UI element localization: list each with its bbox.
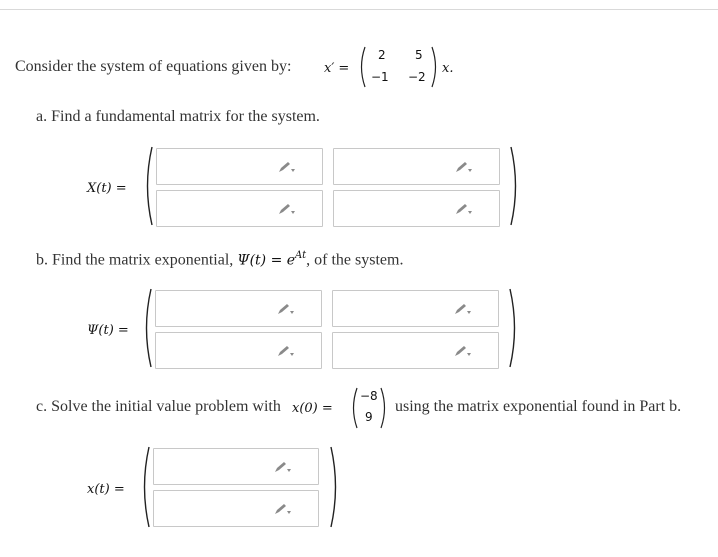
pencil-icon[interactable] (274, 503, 292, 515)
part-a-label: X(t) = (87, 181, 127, 196)
part-b-left-paren (141, 288, 153, 368)
matrix-exponential-cell-22[interactable] (332, 332, 499, 369)
intro-matrix-right-paren (430, 46, 440, 88)
part-c-left-paren (139, 446, 151, 528)
matrix-a21: −1 (371, 70, 389, 84)
fundamental-matrix-cell-11[interactable] (156, 148, 323, 185)
fundamental-matrix-input-21[interactable] (161, 194, 264, 221)
pencil-icon[interactable] (277, 345, 295, 357)
solution-cell-1[interactable] (153, 448, 319, 485)
pencil-icon[interactable] (274, 461, 292, 473)
part-c-prompt-pre: c. Solve the initial value problem with (36, 398, 281, 415)
matrix-a12: 5 (415, 48, 423, 62)
part-c-right-paren (329, 446, 341, 528)
matrix-exponential-cell-11[interactable] (155, 290, 322, 327)
top-divider (0, 9, 718, 10)
matrix-a22: −2 (408, 70, 426, 84)
pencil-icon[interactable] (278, 203, 296, 215)
matrix-exponential-input-22[interactable] (337, 336, 440, 363)
part-b-prompt-pre: b. Find the matrix exponential, (36, 251, 234, 269)
intro-lhs: x′ = (324, 61, 350, 76)
solution-input-2[interactable] (158, 494, 260, 521)
part-c-prompt-post: using the matrix exponential found in Part b. (395, 398, 682, 415)
matrix-exponential-input-11[interactable] (160, 294, 263, 321)
pencil-icon[interactable] (277, 303, 295, 315)
vector-v2: 9 (365, 410, 373, 424)
pencil-icon[interactable] (454, 345, 472, 357)
fundamental-matrix-input-22[interactable] (338, 194, 441, 221)
pencil-icon[interactable] (454, 303, 472, 315)
solution-cell-2[interactable] (153, 490, 319, 527)
pencil-icon[interactable] (455, 203, 473, 215)
fundamental-matrix-input-12[interactable] (338, 152, 441, 179)
part-a-right-paren (509, 146, 521, 226)
fundamental-matrix-input-11[interactable] (161, 152, 264, 179)
fundamental-matrix-cell-12[interactable] (333, 148, 500, 185)
solution-input-1[interactable] (158, 452, 260, 479)
part-c-label: x(t) = (87, 482, 125, 497)
vector-v1: −8 (360, 389, 378, 403)
intro-matrix (366, 46, 436, 88)
fundamental-matrix-cell-22[interactable] (333, 190, 500, 227)
part-b-prompt-math: Ψ(t) = e (237, 252, 296, 269)
intro-rhs: x. (442, 61, 454, 76)
part-a-prompt: a. Find a fundamental matrix for the system. (36, 108, 320, 125)
part-b-prompt-sup: At (295, 250, 307, 261)
matrix-exponential-input-12[interactable] (337, 294, 440, 321)
pencil-icon[interactable] (455, 161, 473, 173)
matrix-exponential-cell-21[interactable] (155, 332, 322, 369)
part-b-prompt-post: , of the system. (306, 251, 404, 269)
fundamental-matrix-cell-21[interactable] (156, 190, 323, 227)
part-b-right-paren (508, 288, 520, 368)
matrix-a11: 2 (378, 48, 386, 62)
part-b-prompt (36, 250, 403, 269)
intro-text: Consider the system of equations given by: (15, 58, 292, 75)
part-c-prompt-math: x(0) = (292, 401, 333, 416)
matrix-exponential-input-21[interactable] (160, 336, 263, 363)
matrix-exponential-cell-12[interactable] (332, 290, 499, 327)
pencil-icon[interactable] (278, 161, 296, 173)
part-c-vector-right-paren (379, 387, 389, 429)
part-a-left-paren (142, 146, 154, 226)
part-b-label: Ψ(t) = (87, 323, 129, 338)
